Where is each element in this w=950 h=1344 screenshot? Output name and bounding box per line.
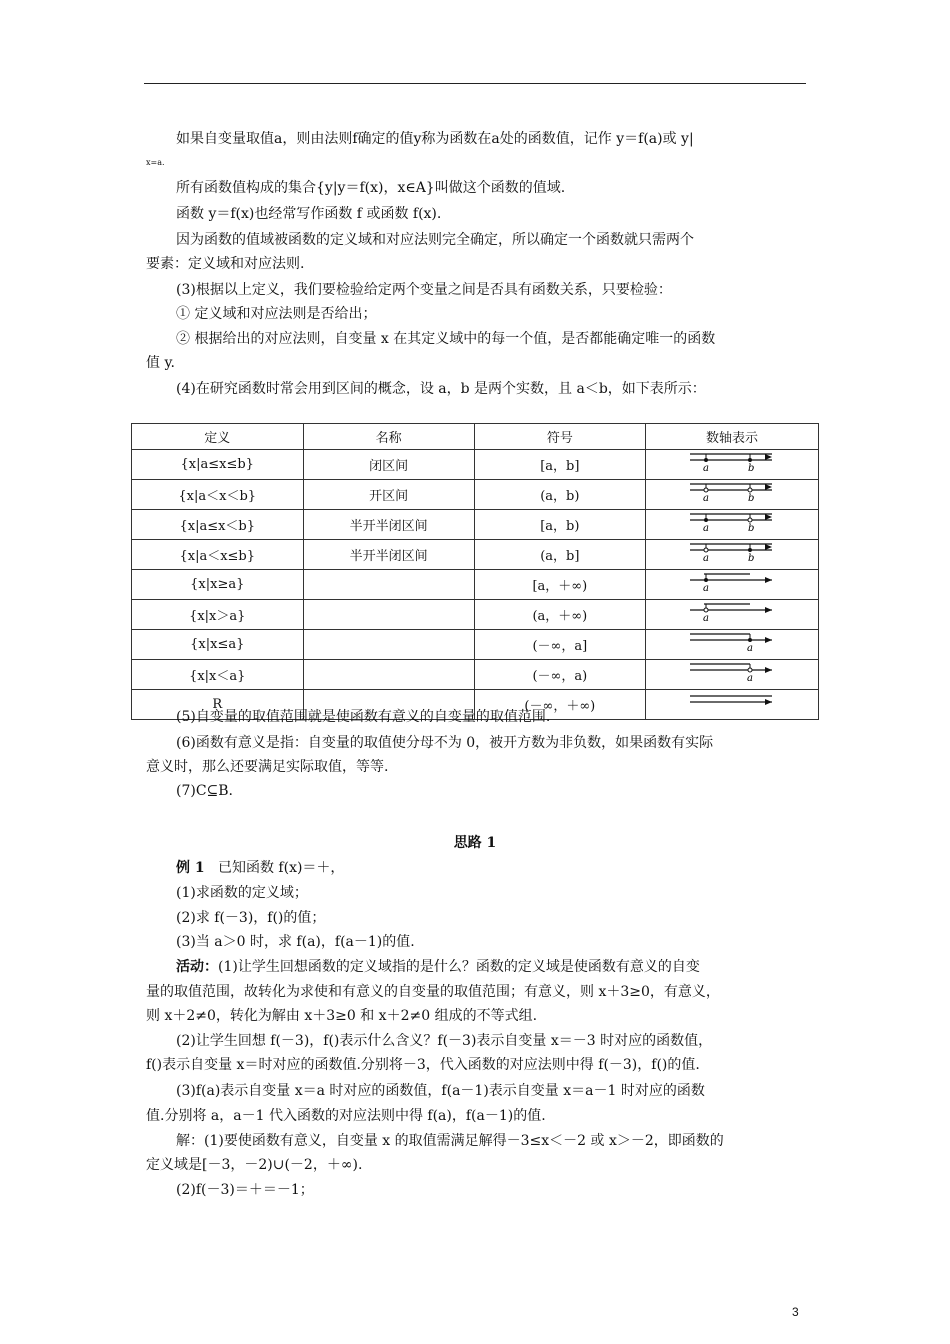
axis-label-a: a <box>746 673 753 684</box>
table-row <box>132 660 819 690</box>
cell-definition: {x|a≤x≤b} <box>132 450 304 480</box>
para-notation: 函数 y＝f(x)也经常写作函数 f 或函数 f(x). <box>176 206 442 222</box>
axis-label-a: a <box>702 493 709 504</box>
cell-definition: {x|a＜x＜b} <box>132 480 304 510</box>
cell-name: 半开半闭区间 <box>303 540 474 570</box>
cell-number-line <box>645 690 818 720</box>
cell-symbol: (－∞，＋∞) <box>474 690 645 720</box>
para-two-elements-cont: 要素：定义域和对应法则. <box>146 256 305 272</box>
activity-2-cont: f()表示自变量 x＝时对应的函数值.分别将－3，代入函数的对应法则中得 f(－3)，f()的值. <box>146 1057 700 1073</box>
subscript-x-eq-a: x=a. <box>146 158 165 167</box>
cell-definition: {x|x≤a} <box>132 630 304 660</box>
activity-line <box>176 957 700 977</box>
axis-label-a: a <box>702 463 709 474</box>
para-check-2-cont: 值 y. <box>146 355 175 371</box>
activity-3-cont: 值.分别将 a，a－1 代入函数的对应法则中得 f(a)，f(a－1)的值. <box>146 1108 546 1124</box>
cell-symbol: [a，b] <box>474 450 645 480</box>
cell-number-line <box>645 510 818 540</box>
para-domain-meaning: (5)自变量的取值范围就是使函数有意义的自变量的取值范围. <box>176 709 551 725</box>
number-line-half-open-left <box>646 540 818 565</box>
cell-definition: {x|x＜a} <box>132 660 304 690</box>
question-3: (3)当 a＞0 时，求 f(a)，f(a－1)的值. <box>176 934 415 950</box>
para-range: 所有函数值构成的集合{y|y＝f(x)，x∈A}叫做这个函数的值域. <box>176 180 566 196</box>
cell-name: 开区间 <box>303 480 474 510</box>
header-name: 名称 <box>303 424 474 450</box>
para-two-elements: 因为函数的值域被函数的定义域和对应法则完全确定，所以确定一个函数就只需两个 <box>176 232 694 248</box>
header-symbol: 符号 <box>474 424 645 450</box>
para-subset: (7)C⊆B. <box>176 783 234 799</box>
cell-symbol: (－∞，a] <box>474 630 645 660</box>
table-header-row <box>132 424 819 450</box>
cell-symbol: (a，b) <box>474 480 645 510</box>
table-row <box>132 570 819 600</box>
interval-table <box>131 423 819 720</box>
cell-number-line <box>645 630 818 660</box>
cell-number-line <box>645 540 818 570</box>
axis-label-b: b <box>747 523 755 534</box>
para-check: (3)根据以上定义，我们要检验给定两个变量之间是否具有函数关系，只要检验： <box>176 282 672 298</box>
cell-name <box>303 660 474 690</box>
solution-1: 解：(1)要使函数有意义，自变量 x 的取值需满足解得－3≤x＜－2 或 x＞－2，即函数的 <box>176 1133 724 1149</box>
table-row <box>132 480 819 510</box>
activity-text: (1)让学生回想函数的定义域指的是什么？函数的定义域是使函数有意义的自变 <box>218 959 700 975</box>
cell-name: 半开半闭区间 <box>303 510 474 540</box>
example-label: 例 1 <box>176 860 205 876</box>
axis-label-a: a <box>702 613 709 624</box>
cell-number-line <box>645 600 818 630</box>
cell-definition: {x|a≤x＜b} <box>132 510 304 540</box>
example-text: 已知函数 f(x)＝＋， <box>217 860 345 876</box>
cell-symbol: (－∞，a) <box>474 660 645 690</box>
question-2: (2)求 f(－3)，f()的值； <box>176 910 326 926</box>
number-line-ray-right-closed <box>646 570 818 595</box>
solution-2: (2)f(－3)＝＋＝－1； <box>176 1182 314 1198</box>
cell-symbol: (a，b] <box>474 540 645 570</box>
axis-label-b: b <box>747 463 755 474</box>
cell-number-line <box>645 660 818 690</box>
header-number-line: 数轴表示 <box>645 424 818 450</box>
activity-cont-1: 量的取值范围，故转化为求使和有意义的自变量的取值范围；有意义，则 x＋3≥0，有意义， <box>146 984 720 1000</box>
axis-label-b: b <box>747 493 755 504</box>
para-interval-intro: (4)在研究函数时常会用到区间的概念，设 a，b 是两个实数，且 a＜b，如下表所示： <box>176 381 706 397</box>
cell-symbol: (a，＋∞) <box>474 600 645 630</box>
header-definition: 定义 <box>132 424 304 450</box>
cell-name <box>303 570 474 600</box>
axis-label-a: a <box>702 523 709 534</box>
header-rule <box>144 83 806 84</box>
axis-label-a: a <box>702 583 709 594</box>
para-function-value: 如果自变量取值a，则由法则f确定的值y称为函数在a处的函数值，记作 y＝f(a)或 y| <box>176 131 694 147</box>
number-line-closed <box>646 450 818 475</box>
para-check-1: ① 定义域和对应法则是否给出； <box>176 306 377 322</box>
table-row <box>132 510 819 540</box>
table-row <box>132 630 819 660</box>
cell-name <box>303 630 474 660</box>
cell-symbol: [a，b) <box>474 510 645 540</box>
number-line-ray-left-closed <box>646 630 818 655</box>
cell-name <box>303 600 474 630</box>
page-number: 3 <box>792 1305 799 1319</box>
activity-3: (3)f(a)表示自变量 x＝a 时对应的函数值，f(a－1)表示自变量 x＝a－1 时对应的函数 <box>176 1083 705 1099</box>
cell-definition: R <box>132 690 304 720</box>
para-meaningful: (6)函数有意义是指：自变量的取值使分母不为 0，被开方数为非负数，如果函数有实际 <box>176 735 714 751</box>
cell-definition: {x|x＞a} <box>132 600 304 630</box>
axis-label-a: a <box>746 643 753 654</box>
axis-label-b: b <box>747 553 755 564</box>
axis-label-a: a <box>702 553 709 564</box>
activity-label: 活动： <box>176 959 218 975</box>
cell-number-line <box>645 480 818 510</box>
cell-definition: {x|a＜x≤b} <box>132 540 304 570</box>
solution-1-cont: 定义域是[－3，－2)∪(－2，＋∞). <box>146 1157 363 1173</box>
cell-name: 闭区间 <box>303 450 474 480</box>
activity-cont-2: 则 x＋2≠0，转化为解由 x＋3≥0 和 x＋2≠0 组成的不等式组. <box>146 1008 538 1024</box>
activity-2: (2)让学生回想 f(－3)，f()表示什么含义？f(－3)表示自变量 x＝－3 时对应的函数值， <box>176 1033 713 1049</box>
para-meaningful-cont: 意义时，那么还要满足实际取值，等等. <box>146 759 389 775</box>
number-line-ray-right-open <box>646 600 818 625</box>
question-1: (1)求函数的定义域； <box>176 885 308 901</box>
table-row <box>132 450 819 480</box>
number-line-all-reals <box>646 690 818 715</box>
example-line <box>176 858 344 878</box>
number-line-half-open-right <box>646 510 818 535</box>
section-heading: 思路 1 <box>453 835 497 851</box>
cell-symbol: [a，＋∞) <box>474 570 645 600</box>
para-check-2: ② 根据给出的对应法则，自变量 x 在其定义域中的每一个值，是否都能确定唯一的函数 <box>176 331 716 347</box>
cell-number-line <box>645 570 818 600</box>
number-line-open <box>646 480 818 505</box>
table-row <box>132 600 819 630</box>
cell-number-line <box>645 450 818 480</box>
table-row <box>132 540 819 570</box>
number-line-ray-left-open <box>646 660 818 685</box>
cell-definition: {x|x≥a} <box>132 570 304 600</box>
